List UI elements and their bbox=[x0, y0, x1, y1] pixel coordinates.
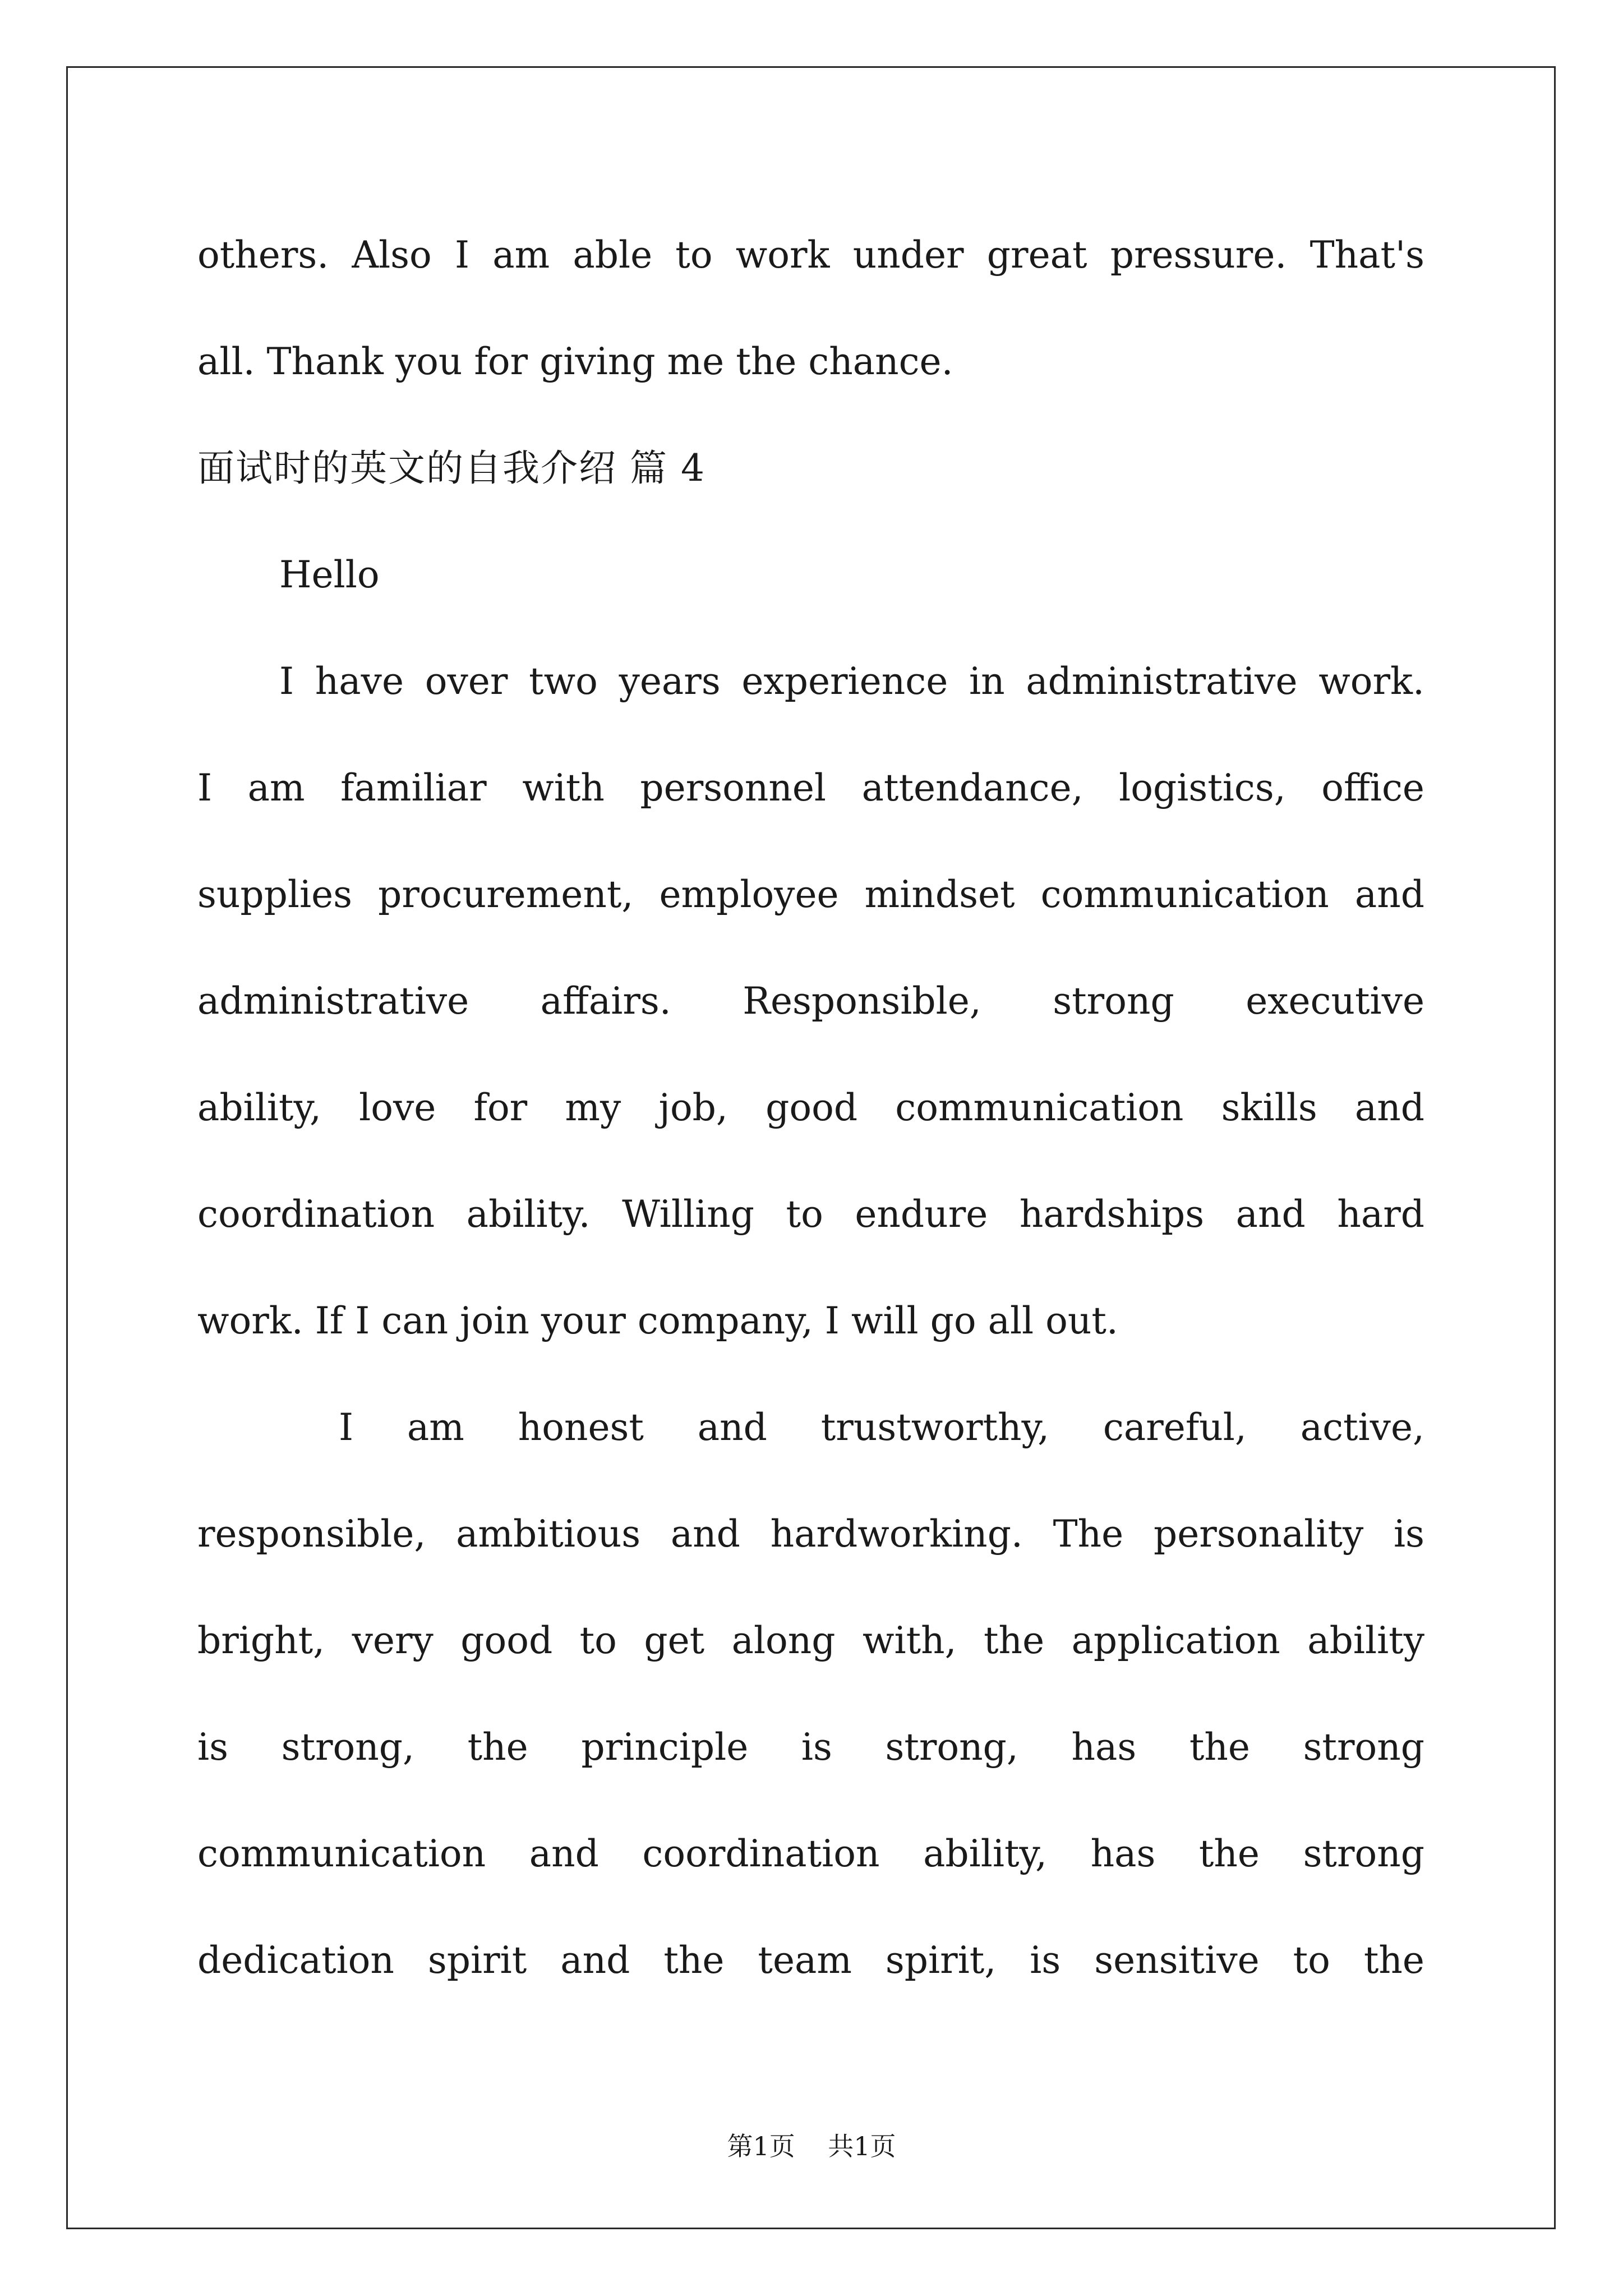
text-line: administrative affairs. Responsible, strong executive bbox=[197, 979, 1424, 1023]
page-footer bbox=[0, 2126, 1623, 2163]
document-body bbox=[197, 202, 1424, 2014]
section-heading: 面试时的英文的自我介绍 篇 4 bbox=[197, 447, 706, 490]
text-line: bright, very good to get along with, the application ability bbox=[197, 1619, 1424, 1662]
text-line: work. If I can join your company, I will go all out. bbox=[197, 1299, 1118, 1342]
text-line: I am honest and trustworthy, careful, active, bbox=[339, 1406, 1424, 1449]
greeting-line: Hello bbox=[279, 553, 380, 596]
text-line: I am familiar with personnel attendance, logistics, office bbox=[197, 766, 1424, 809]
text-line: I have over two years experience in administrative work. bbox=[279, 660, 1424, 703]
page-total: 共1页 bbox=[828, 2131, 896, 2161]
page-number: 第1页 bbox=[727, 2131, 795, 2161]
text-line: responsible, ambitious and hardworking. The personality is bbox=[197, 1512, 1424, 1556]
text-line: all. Thank you for giving me the chance. bbox=[197, 340, 953, 383]
text-line: supplies procurement, employee mindset communication and bbox=[197, 873, 1424, 916]
text-line: communication and coordination ability, has the strong bbox=[197, 1832, 1424, 1875]
text-line: is strong, the principle is strong, has the strong bbox=[197, 1726, 1424, 1769]
text-line: others. Also I am able to work under great pressure. That's bbox=[197, 233, 1424, 277]
text-line: dedication spirit and the team spirit, is sensitive to the bbox=[197, 1939, 1424, 1982]
text-line: ability, love for my job, good communication skills and bbox=[197, 1086, 1424, 1129]
text-line: coordination ability. Willing to endure hardships and hard bbox=[197, 1193, 1424, 1236]
